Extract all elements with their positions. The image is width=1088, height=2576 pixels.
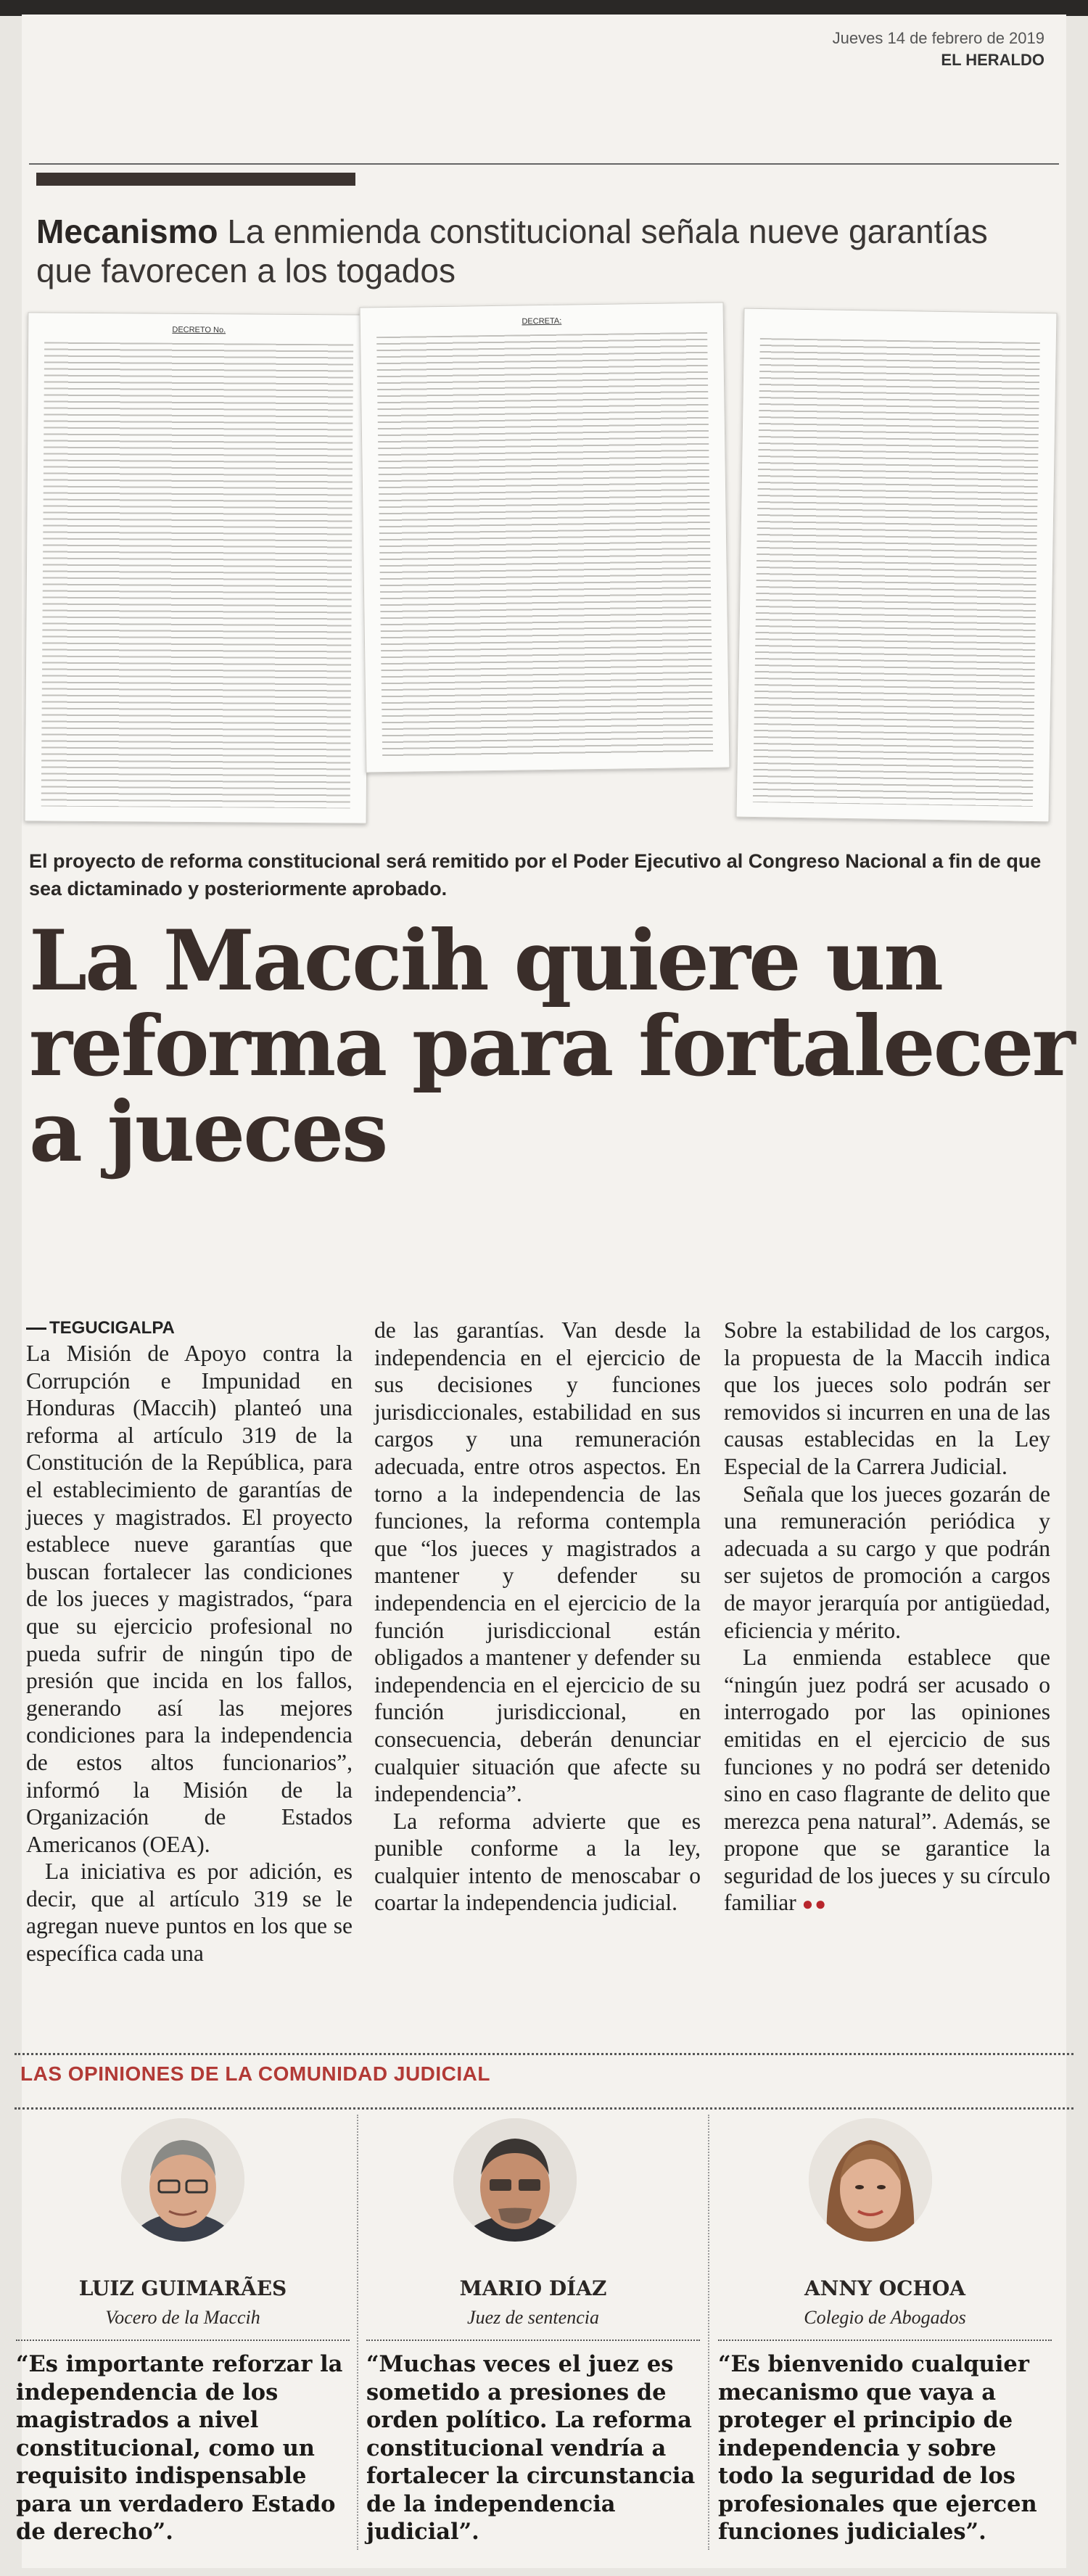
opinion-rule — [366, 2340, 700, 2341]
column-divider — [708, 2115, 709, 2550]
kicker-text: La enmienda constitucional señala nueve garantías que favorecen a los togados — [36, 213, 988, 289]
headline: La Maccih quiere un reforma para fortalecer a jueces — [29, 912, 1073, 1180]
opinion-role: Vocero de la Maccih — [105, 2307, 260, 2328]
paragraph: La Misión de Apoyo contra la Corrupción e Impunidad en Honduras (Maccih) planteó una reforma al artículo 319 de la Constitución de la República, para el establecimiento de garantías de jueces y magistrados. El proyecto establece nueve garantías que buscan fortalecer las condiciones de los jueces y magistrados, “para que su ejercicio profesional no pueda sufrir de ningún tipo de presión que incida en los fallos, generando así las mejores condiciones para la independencia de estos altos funcionarios”, informó la Misión de la Organización de Estados Americanos (OEA). — [26, 1341, 353, 1857]
paragraph: La iniciativa es por adición, es decir, que al artículo 319 se le agregan nueve puntos en los que se específica cada una — [26, 1859, 353, 1967]
paragraph: de las garantías. Van desde la independencia en el ejercicio de sus decisiones y funciones jurisdiccionales, estabilidad en sus cargos y una remuneración adecuada, entre otros aspectos. En torno a la independencia de las funciones, la reforma contempla que “los jueces y magistrados a mantener y defender su independencia en el ejercicio de la función jurisdiccional están obligados a mantener y defender su independencia en el ejercicio de su función jurisdiccional, en consecuencia, deberán denunciar cualquier situación que afecte su independencia”. — [374, 1317, 701, 1807]
kicker-label: Mecanismo — [36, 213, 218, 250]
avatar — [809, 2118, 932, 2242]
opinion-name: MARIO DÍAZ — [459, 2276, 607, 2300]
opinion-name: ANNY OCHOA — [804, 2276, 965, 2300]
person-photo-icon — [453, 2118, 577, 2242]
opinions-bottom-rule — [15, 2107, 1073, 2110]
paragraph-text: La enmienda establece que “ningún juez podrá ser acusado o interrogado por las opiniones emitidas en el ejercicio de sus funciones y no podrá ser detenido sino en caso flagrante de delito que merezca pena natural”. Además, se propone que se garantice la seguridad de los jueces y su círculo familiar — [724, 1645, 1050, 1916]
avatar — [453, 2118, 577, 2242]
person-photo-icon — [121, 2118, 244, 2242]
end-mark: ●● — [801, 1893, 828, 1915]
document-text-lines — [376, 332, 713, 757]
document-title: DECRETA: — [522, 316, 562, 326]
document-page-2 — [360, 303, 730, 773]
column-divider — [357, 2115, 358, 2550]
dateline: TEGUCIGALPA — [26, 1317, 353, 1340]
article-column-2 — [374, 1317, 701, 1917]
paragraph: Sobre la estabilidad de los cargos, la propuesta de la Maccih indica que los jueces solo podrán ser removidos si incurren en una de las causas establecidas en la Ley Especial de la Carrera Judicial. — [724, 1317, 1050, 1479]
opinion-role: Juez de sentencia — [467, 2307, 599, 2328]
article-body — [26, 1317, 1056, 2013]
opinion-name: LUIZ GUIMARÃES — [78, 2276, 287, 2300]
opinion-quote: “Es bienvenido cualquier mecanismo que vaya a proteger el principio de independencia y sobre todo la seguridad de los profesionales que ejercen funciones judiciales”. — [718, 2351, 1037, 2545]
opinions-top-rule — [15, 2053, 1073, 2055]
document-photo — [22, 305, 1052, 834]
document-text-lines — [753, 338, 1040, 807]
top-strip — [0, 0, 1088, 16]
paragraph: Señala que los jueces gozarán de una remuneración periódica y adecuada a su cargo y que podrán ser sujetos de promoción a cargos de mayor jerarquía por antigüedad, eficiencia y mérito. — [724, 1481, 1050, 1643]
section-rule — [36, 173, 355, 186]
document-title: DECRETO No. — [172, 325, 226, 335]
kicker — [36, 212, 1008, 290]
opinion-rule — [718, 2340, 1052, 2341]
article-column-3 — [724, 1317, 1050, 1918]
header-date: Jueves 14 de febrero de 2019 — [832, 29, 1044, 47]
opinions-section-title: LAS OPINIONES DE LA COMUNIDAD JUDICIAL — [20, 2062, 490, 2085]
document-title — [744, 321, 1056, 326]
article-column-1 — [26, 1317, 353, 1967]
opinion-quote: “Muchas veces el juez es sometido a presiones de orden político. La reforma constitucional vendría a fortalecer la circunstancia de la independencia judicial”. — [366, 2351, 696, 2545]
opinion-rule — [16, 2340, 350, 2341]
document-page-1 — [25, 312, 371, 823]
paragraph — [724, 1644, 1050, 1918]
opinion-quote: “Es importante reforzar la independencia de los magistrados a nivel constitucional, como un requisito indispensable para un verdadero Estado de derecho”. — [16, 2351, 343, 2545]
photo-caption: El proyecto de reforma constitucional será remitido por el Poder Ejecutivo al Congreso Nacional a fin de que sea dictaminado y posteriormente aprobado. — [29, 850, 1042, 900]
document-text-lines — [41, 342, 353, 809]
top-divider — [29, 163, 1059, 165]
paragraph: La reforma advierte que es punible conforme a la ley, cualquier intento de menoscabar o coartar la independencia judicial. — [374, 1808, 701, 1916]
document-page-3 — [736, 308, 1058, 823]
header-newspaper-name: EL HERALDO — [941, 51, 1044, 69]
opinion-role: Colegio de Abogados — [804, 2307, 966, 2328]
avatar — [121, 2118, 244, 2242]
person-photo-icon — [809, 2118, 932, 2242]
